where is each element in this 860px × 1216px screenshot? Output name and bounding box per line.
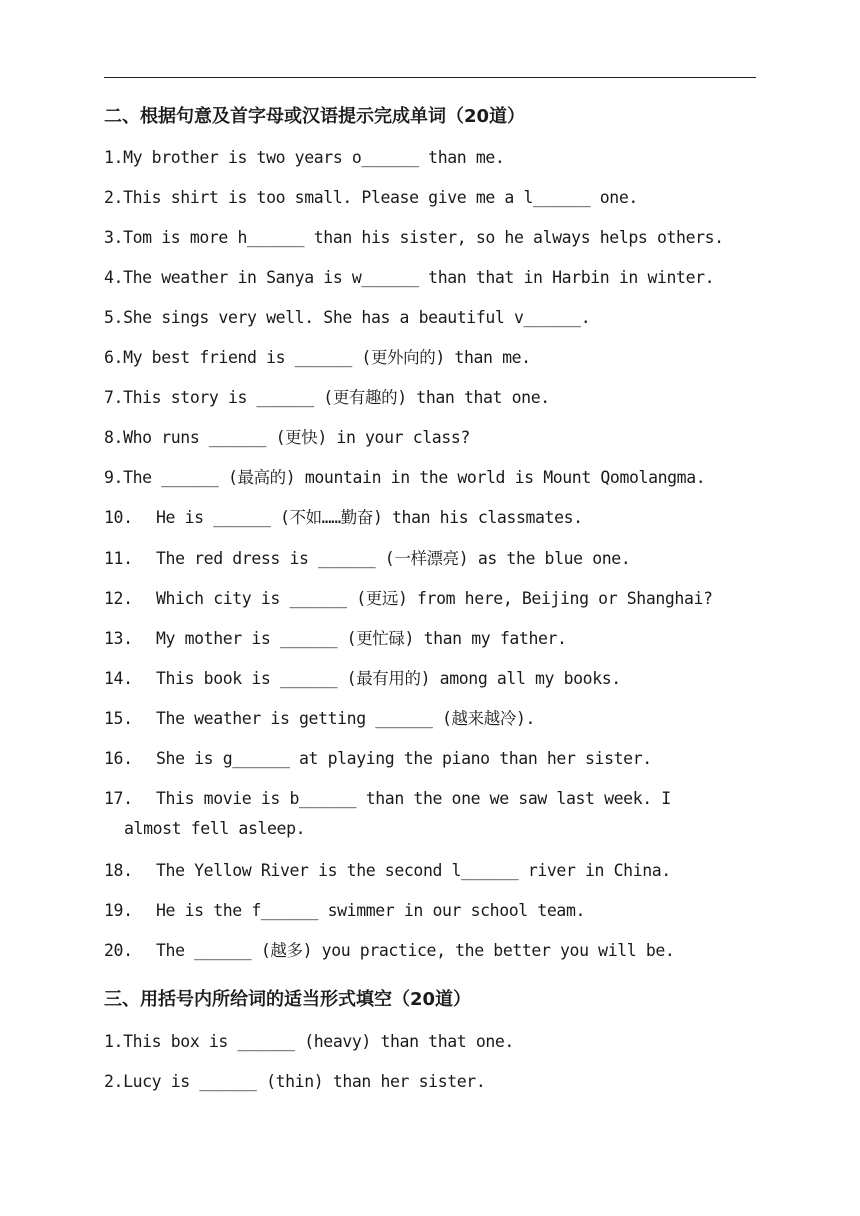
question-item bbox=[104, 544, 630, 574]
question-number: 8. bbox=[104, 428, 124, 447]
question-text: Tom is more h______ than his sister, so he always helps others. bbox=[123, 228, 724, 247]
question-text: My brother is two years o______ than me. bbox=[123, 148, 505, 167]
question-text: The weather is getting ______ (越来越冷). bbox=[156, 709, 536, 728]
question-number: 14. bbox=[104, 669, 133, 688]
question-text: He is the f______ swimmer in our school team. bbox=[156, 901, 586, 920]
question-text: This box is ______ (heavy) than that one. bbox=[123, 1032, 514, 1051]
question-text-continued: almost fell asleep. bbox=[124, 819, 306, 838]
question-number: 2. bbox=[104, 188, 124, 207]
question-number: 19. bbox=[104, 901, 133, 920]
question-number: 15. bbox=[104, 709, 133, 728]
question-item bbox=[104, 303, 590, 333]
question-number: 18. bbox=[104, 861, 133, 880]
question-number: 10. bbox=[104, 508, 133, 527]
question-item bbox=[104, 1067, 485, 1097]
question-text: Who runs ______ (更快) in your class? bbox=[123, 428, 470, 447]
section-heading-3: 三、用括号内所给词的适当形式填空（20道） bbox=[104, 989, 472, 1010]
question-text: The ______ (越多) you practice, the better you will be. bbox=[156, 941, 675, 960]
question-item bbox=[104, 584, 713, 614]
question-item bbox=[104, 143, 504, 173]
question-item bbox=[104, 704, 535, 734]
question-text: The Yellow River is the second l______ river in China. bbox=[156, 861, 671, 880]
question-item bbox=[104, 856, 671, 886]
question-item bbox=[104, 784, 671, 844]
question-number: 16. bbox=[104, 749, 133, 768]
question-item bbox=[104, 1027, 514, 1057]
question-item bbox=[104, 936, 674, 966]
question-number: 7. bbox=[104, 388, 124, 407]
question-number: 13. bbox=[104, 629, 133, 648]
question-number: 5. bbox=[104, 308, 124, 327]
question-text: Which city is ______ (更远) from here, Beijing or Shanghai? bbox=[156, 589, 713, 608]
question-text: She is g______ at playing the piano than her sister. bbox=[156, 749, 652, 768]
question-text: The weather in Sanya is w______ than that in Harbin in winter. bbox=[123, 268, 715, 287]
question-item bbox=[104, 263, 714, 293]
question-item bbox=[104, 503, 583, 533]
header-rule bbox=[104, 77, 756, 78]
question-number: 12. bbox=[104, 589, 133, 608]
question-number: 6. bbox=[104, 348, 124, 367]
question-item bbox=[104, 343, 531, 373]
question-text: The red dress is ______ (一样漂亮) as the blue one. bbox=[156, 549, 631, 568]
question-item bbox=[104, 423, 470, 453]
section-heading-2: 二、根据句意及首字母或汉语提示完成单词（20道） bbox=[104, 106, 526, 127]
question-item bbox=[104, 664, 621, 694]
question-item bbox=[104, 223, 724, 253]
question-item bbox=[104, 744, 652, 774]
question-item bbox=[104, 896, 585, 926]
question-text: She sings very well. She has a beautiful v______. bbox=[123, 308, 591, 327]
question-number: 4. bbox=[104, 268, 124, 287]
question-number: 2. bbox=[104, 1072, 124, 1091]
question-number: 9. bbox=[104, 468, 124, 487]
question-text: This shirt is too small. Please give me a l______ one. bbox=[123, 188, 638, 207]
question-text: My best friend is ______ (更外向的) than me. bbox=[123, 348, 531, 367]
question-number: 20. bbox=[104, 941, 133, 960]
question-text: Lucy is ______ (thin) than her sister. bbox=[123, 1072, 486, 1091]
question-text: The ______ (最高的) mountain in the world is Mount Qomolangma. bbox=[123, 468, 706, 487]
question-item bbox=[104, 383, 550, 413]
question-text: This story is ______ (更有趣的) than that one. bbox=[123, 388, 550, 407]
question-number: 1. bbox=[104, 148, 124, 167]
question-text: My mother is ______ (更忙碌) than my father. bbox=[156, 629, 567, 648]
question-number: 17. bbox=[104, 789, 133, 808]
question-text: This book is ______ (最有用的) among all my books. bbox=[156, 669, 621, 688]
question-item bbox=[104, 183, 638, 213]
question-text: He is ______ (不如……勤奋) than his classmates. bbox=[156, 508, 583, 527]
question-text: This movie is b______ than the one we saw last week. I bbox=[156, 789, 671, 808]
question-number: 1. bbox=[104, 1032, 124, 1051]
question-item bbox=[104, 624, 567, 654]
question-number: 3. bbox=[104, 228, 124, 247]
question-number: 11. bbox=[104, 549, 133, 568]
question-item bbox=[104, 463, 705, 493]
